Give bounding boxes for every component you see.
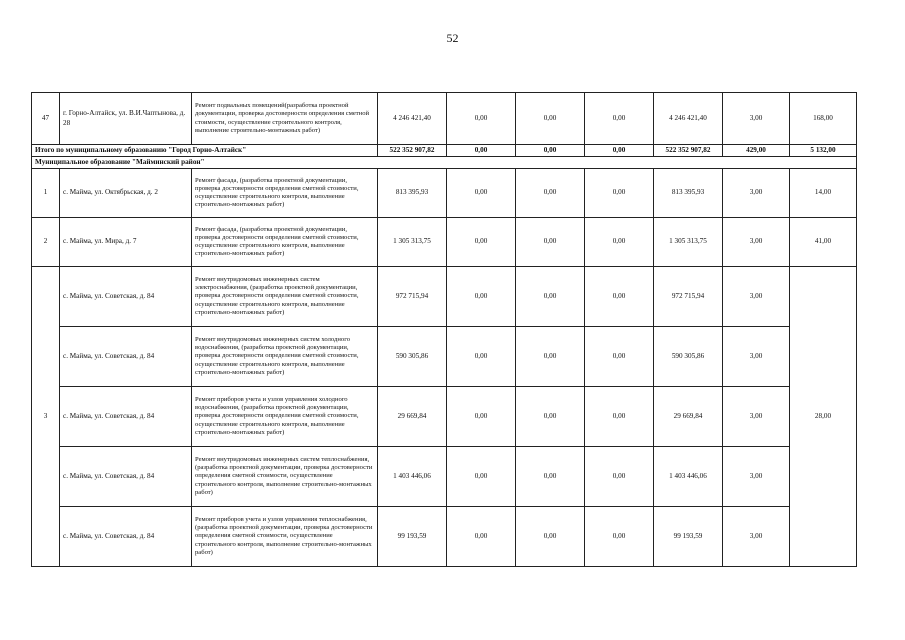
rate-value: 429,00 — [723, 145, 790, 157]
fund-value: 0,00 — [516, 447, 585, 507]
work-description: Ремонт внутридомовых инженерных систем холодного водоснабжения, (разработка проектной документации, проверка достоверности определения сметной стоимости, осуществление строительного контроля, выполнение строительно-монтажных работ) — [192, 327, 378, 387]
fund-value: 0,00 — [585, 93, 654, 145]
address-cell: с. Майма, ул. Советская, д. 84 — [60, 387, 192, 447]
page-number: 52 — [446, 31, 459, 45]
area-value: 168,00 — [790, 93, 857, 145]
fund-value: 0,00 — [585, 169, 654, 218]
owners-funds: 29 669,84 — [654, 387, 723, 447]
owners-funds: 1 403 446,06 — [654, 447, 723, 507]
fund-value: 0,00 — [585, 387, 654, 447]
total-cost: 1 403 446,06 — [378, 447, 447, 507]
work-description: Ремонт внутридомовых инженерных систем электроснабжения, (разработка проектной документации, проверка достоверности определения сметной стоимости, осуществление строительного контроля, выполнение строительно-монтажных работ) — [192, 267, 378, 327]
owners-funds: 972 715,94 — [654, 267, 723, 327]
table-row — [32, 267, 857, 327]
fund-value: 0,00 — [447, 387, 516, 447]
owners-funds: 813 395,93 — [654, 169, 723, 218]
rate-value: 3,00 — [723, 267, 790, 327]
fund-value: 0,00 — [516, 169, 585, 218]
address-cell: с. Майма, ул. Советская, д. 84 — [60, 447, 192, 507]
rate-value: 3,00 — [723, 507, 790, 567]
row-number: 3 — [32, 267, 60, 567]
fund-value: 0,00 — [516, 218, 585, 267]
work-description: Ремонт фасада, (разработка проектной документации, проверка достоверности определения сметной стоимости, осуществление строительного контроля, выполнение строительно-монтажных работ) — [192, 169, 378, 218]
repair-program-table — [31, 92, 857, 567]
work-description: Ремонт приборов учета и узлов управления теплоснабжения, (разработка проектной документации, проверка достоверности определения сметной стоимости, осуществление строительного контроля, выполнение строительно-монтажных работ) — [192, 507, 378, 567]
fund-value: 0,00 — [447, 145, 516, 157]
rate-value: 3,00 — [723, 93, 790, 145]
address-cell: с. Майма, ул. Советская, д. 84 — [60, 507, 192, 567]
address-cell: с. Майма, ул. Мира, д. 7 — [60, 218, 192, 267]
owners-funds: 522 352 907,82 — [654, 145, 723, 157]
area-value: 14,00 — [790, 169, 857, 218]
fund-value: 0,00 — [516, 327, 585, 387]
fund-value: 0,00 — [447, 93, 516, 145]
area-value: 5 132,00 — [790, 145, 857, 157]
total-cost: 522 352 907,82 — [378, 145, 447, 157]
work-description: Ремонт приборов учета и узлов управления холодного водоснабжения, (разработка проектной документации, проверка достоверности определения сметной стоимости, осуществление строительного контроля, выполнение строительно-монтажных работ) — [192, 387, 378, 447]
fund-value: 0,00 — [585, 145, 654, 157]
fund-value: 0,00 — [447, 267, 516, 327]
fund-value: 0,00 — [516, 387, 585, 447]
address-cell: г. Горно-Алтайск, ул. В.И.Чаптынова, д. 28 — [60, 93, 192, 145]
address-cell: с. Майма, ул. Советская, д. 84 — [60, 327, 192, 387]
total-cost: 813 395,93 — [378, 169, 447, 218]
fund-value: 0,00 — [516, 267, 585, 327]
fund-value: 0,00 — [585, 218, 654, 267]
table-row — [32, 507, 857, 567]
total-cost: 1 305 313,75 — [378, 218, 447, 267]
rate-value: 3,00 — [723, 387, 790, 447]
fund-value: 0,00 — [516, 93, 585, 145]
table-row — [32, 169, 857, 218]
table-row — [32, 387, 857, 447]
owners-funds: 1 305 313,75 — [654, 218, 723, 267]
work-description: Ремонт фасада, (разработка проектной документации, проверка достоверности определения сметной стоимости, осуществление строительного контроля, выполнение строительно-монтажных работ) — [192, 218, 378, 267]
owners-funds: 590 305,86 — [654, 327, 723, 387]
address-cell: с. Майма, ул. Советская, д. 84 — [60, 267, 192, 327]
rate-value: 3,00 — [723, 327, 790, 387]
table-row — [32, 218, 857, 267]
fund-value: 0,00 — [516, 507, 585, 567]
total-cost: 4 246 421,40 — [378, 93, 447, 145]
rate-value: 3,00 — [723, 169, 790, 218]
row-number: 2 — [32, 218, 60, 267]
total-cost: 29 669,84 — [378, 387, 447, 447]
total-row — [32, 145, 857, 157]
section-row — [32, 157, 857, 169]
total-cost: 590 305,86 — [378, 327, 447, 387]
fund-value: 0,00 — [447, 218, 516, 267]
fund-value: 0,00 — [447, 447, 516, 507]
fund-value: 0,00 — [447, 507, 516, 567]
area-value: 28,00 — [790, 267, 857, 567]
work-description: Ремонт внутридомовых инженерных систем теплоснабжения, (разработка проектной документации, проверка достоверности определения сметной стоимости, осуществление строительного контроля, выполнение строительно-монтажных работ) — [192, 447, 378, 507]
fund-value: 0,00 — [585, 507, 654, 567]
fund-value: 0,00 — [585, 267, 654, 327]
work-description: Ремонт подвальных помещений(разработка проектной документации, проверка достоверности определения сметной стоимости, осуществление строительного контроля, выполнение строительно-монтажных работ) — [192, 93, 378, 145]
fund-value: 0,00 — [447, 169, 516, 218]
fund-value: 0,00 — [585, 327, 654, 387]
fund-value: 0,00 — [516, 145, 585, 157]
row-number: 1 — [32, 169, 60, 218]
address-cell: с. Майма, ул. Октябрьская, д. 2 — [60, 169, 192, 218]
row-number: 47 — [32, 93, 60, 145]
table-row — [32, 327, 857, 387]
table-row — [32, 93, 857, 145]
total-cost: 99 193,59 — [378, 507, 447, 567]
rate-value: 3,00 — [723, 218, 790, 267]
area-value: 41,00 — [790, 218, 857, 267]
rate-value: 3,00 — [723, 447, 790, 507]
owners-funds: 99 193,59 — [654, 507, 723, 567]
fund-value: 0,00 — [447, 327, 516, 387]
owners-funds: 4 246 421,40 — [654, 93, 723, 145]
total-label: Итого по муниципальному образованию "Город Горно-Алтайск" — [32, 145, 378, 157]
table-row — [32, 447, 857, 507]
section-title: Муниципальное образование "Майминский район" — [32, 157, 857, 169]
fund-value: 0,00 — [585, 447, 654, 507]
total-cost: 972 715,94 — [378, 267, 447, 327]
